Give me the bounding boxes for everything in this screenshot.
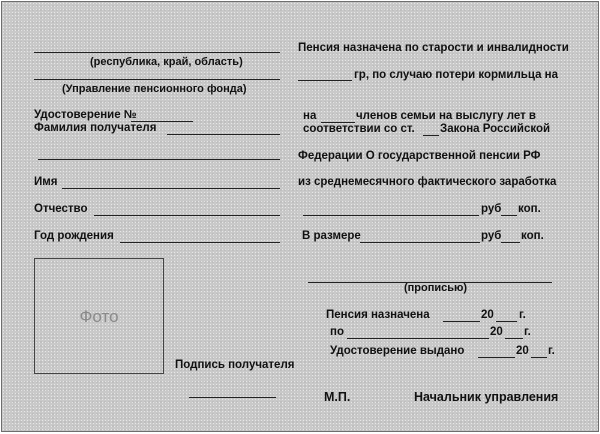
assigned-year-prefix: 20 bbox=[481, 309, 494, 321]
issued-year-field[interactable] bbox=[531, 357, 547, 358]
amount-rub-field[interactable] bbox=[360, 242, 480, 243]
group-field[interactable] bbox=[298, 80, 352, 81]
until-year-suffix: г. bbox=[524, 326, 531, 338]
certificate-number-label: Удостоверение № bbox=[34, 109, 137, 121]
recipient-surname-field[interactable] bbox=[167, 134, 280, 135]
assigned-date-field[interactable] bbox=[443, 321, 480, 322]
photo-label: Фото bbox=[79, 307, 119, 326]
assigned-year-field[interactable] bbox=[496, 321, 517, 322]
in-words-caption: (прописью) bbox=[404, 282, 468, 294]
issued-year-suffix: г. bbox=[548, 345, 555, 357]
birth-year-label: Год рождения bbox=[34, 230, 114, 242]
first-name-label: Имя bbox=[34, 176, 58, 188]
region-caption: (республика, край, область) bbox=[90, 56, 243, 68]
patronymic-field[interactable] bbox=[94, 215, 280, 216]
pension-type-line-5: Федерации О государственной пенсии РФ bbox=[298, 150, 541, 162]
earnings-rub-label: руб bbox=[481, 203, 502, 215]
issued-date-field[interactable] bbox=[478, 357, 515, 358]
first-name-field[interactable] bbox=[62, 188, 280, 189]
until-date-field[interactable] bbox=[347, 338, 489, 339]
earnings-rub-field[interactable] bbox=[303, 215, 479, 216]
article-prefix: соответствии со ст. bbox=[303, 123, 415, 135]
until-year-field[interactable] bbox=[505, 338, 523, 339]
patronymic-label: Отчество bbox=[34, 203, 88, 215]
amount-kop-field[interactable] bbox=[501, 242, 520, 243]
earnings-kop-label: коп. bbox=[518, 203, 541, 215]
photo-box[interactable] bbox=[34, 258, 164, 374]
issued-label: Удостоверение выдано bbox=[330, 345, 465, 357]
region-line[interactable] bbox=[34, 52, 280, 53]
recipient-surname-field-2[interactable] bbox=[38, 159, 280, 160]
fund-line[interactable] bbox=[34, 79, 280, 80]
birth-year-field[interactable] bbox=[120, 242, 280, 243]
article-field[interactable] bbox=[423, 135, 439, 136]
issued-year-prefix: 20 bbox=[516, 345, 529, 357]
family-members-prefix: на bbox=[303, 110, 317, 122]
signature-line[interactable] bbox=[189, 397, 276, 398]
recipient-surname-label: Фамилия получателя bbox=[34, 122, 157, 134]
amount-rub-label: руб bbox=[481, 230, 502, 242]
pension-type-line-6: из среднемесячного фактического заработка bbox=[298, 176, 557, 188]
amount-kop-label: коп. bbox=[521, 230, 544, 242]
fund-caption: (Управление пенсионного фонда) bbox=[62, 83, 247, 95]
pension-type-line-3: членов семьи на выслугу лет в bbox=[356, 110, 536, 122]
pension-type-line-1: Пенсия назначена по старости и инвалидности bbox=[298, 42, 569, 54]
amount-label: В размере bbox=[302, 230, 361, 242]
assigned-label: Пенсия назначена bbox=[326, 309, 430, 321]
assigned-year-suffix: г. bbox=[519, 309, 526, 321]
pension-type-line-4: Закона Российской bbox=[440, 123, 551, 135]
stamp-label: М.П. bbox=[324, 390, 351, 404]
earnings-kop-field[interactable] bbox=[501, 215, 517, 216]
until-year-prefix: 20 bbox=[490, 326, 503, 338]
head-of-department-label: Начальник управления bbox=[414, 390, 559, 404]
signature-label: Подпись получателя bbox=[175, 359, 295, 371]
until-label: по bbox=[330, 326, 344, 338]
pension-certificate-form bbox=[1, 1, 599, 432]
pension-type-line-2: гр, по случаю потери кормильца на bbox=[354, 69, 559, 81]
